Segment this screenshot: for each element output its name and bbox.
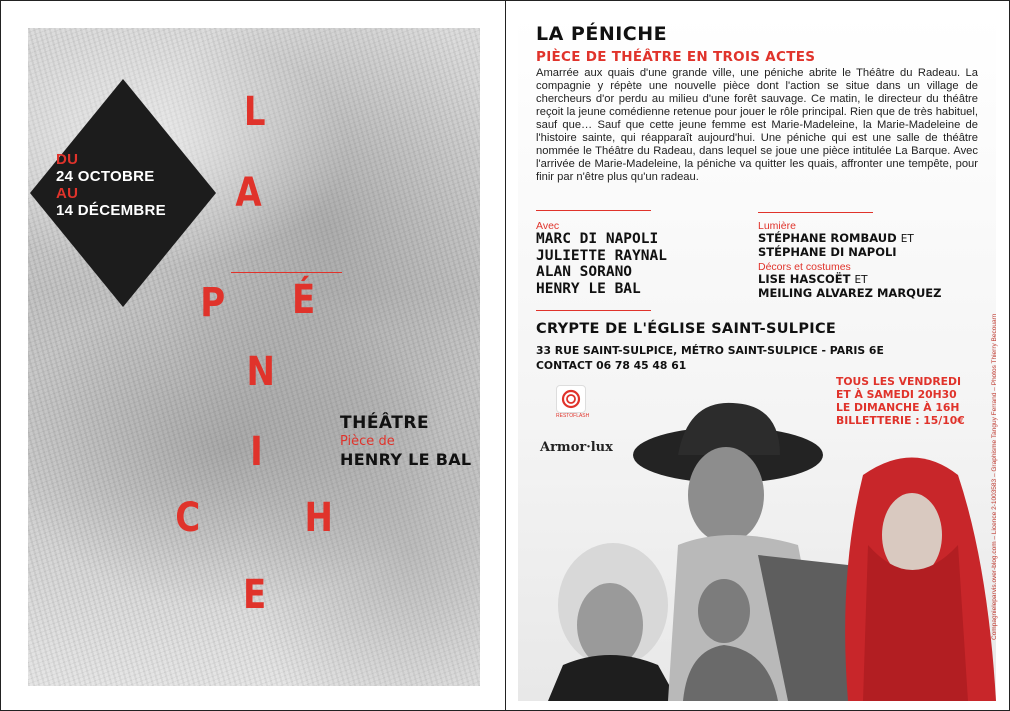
restoflash-icon (556, 385, 586, 413)
page-divider (505, 0, 506, 711)
piece-de-label: Pièce de (340, 434, 395, 449)
lumiere-name: STÉPHANE DI NAPOLI (758, 245, 897, 259)
title-rule (231, 272, 342, 273)
cast-member: MARC DI NAPOLI (536, 231, 659, 247)
date-end: 14 DÉCEMBRE (56, 202, 166, 219)
schedule-line: LE DIMANCHE À 16H (836, 401, 960, 414)
genre-label: THÉÂTRE (340, 413, 430, 433)
decors-name: MEILING ALVAREZ MARQUEZ (758, 286, 942, 300)
cast-list (536, 231, 667, 297)
schedule-line: BILLETTERIE : 15/10€ (836, 414, 965, 427)
avec-label: Avec (536, 220, 560, 232)
restoflash-logo (556, 385, 588, 421)
title-letter-e-acute: É (292, 277, 316, 323)
address-block (536, 343, 884, 373)
poster-title: LA PÉNICHE (536, 23, 668, 45)
theatre-block (340, 413, 471, 469)
title-letter-p: P (200, 280, 226, 326)
author-name: HENRY LE BAL (340, 450, 472, 469)
address-line: 33 RUE SAINT-SULPICE, MÉTRO SAINT-SULPICE - PARIS 6E (536, 344, 884, 357)
title-letter-c: C (175, 495, 201, 541)
cast-member: ALAN SORANO (536, 264, 633, 280)
cast-member: JULIETTE RAYNAL (536, 247, 667, 264)
date-start: 24 OCTOBRE (56, 168, 155, 185)
tuxedo-shape (548, 655, 678, 701)
vertical-credit (981, 200, 998, 640)
synopsis-rule (536, 210, 651, 211)
contact-line: CONTACT 06 78 45 48 61 (536, 359, 687, 372)
venue-name: CRYPTE DE L'ÉGLISE SAINT-SULPICE (536, 321, 837, 337)
decors-label: Décors et costumes (758, 261, 851, 273)
lumiere-label: Lumière (758, 220, 796, 232)
credit-text: Compagnieleparvis.over-blog.com – Licence 2-1003583 – Graphisme Tanguy Ferrand – Photos Thierry Becouarn (991, 313, 998, 640)
face-shape (698, 579, 750, 643)
synopsis-text: Amarrée aux quais d'une grande ville, une péniche abrite le Théâtre du Radeau. La compagnie y répète une nouvelle pièce dont l'action se situe dans un village de chercheurs d'or perdu au milieu d'une forêt sauvage. Ce matin, le directeur du théâtre reçoit la jeune comédienne retenue pour jouer le rôle principal. Rien que de très habituel, sauf que… Sauf que cette jeune femme est Marie-Madeleine, la Marie-Madeleine de l'histoire sainte, qui réapparaît aujourd'hui. Une péniche qui est une salle de théâtre nommée le Théâtre du Radeau, dans lequel se joue une pièce intitulée La Barque. Avec l'arrivée de Marie-Madeleine, la péniche va quitter les quais, affronter une tempête, pour finir par n'être plus qu'un radeau. (536, 67, 978, 183)
venue-rule (536, 310, 651, 311)
title-letter-h: H (304, 495, 333, 541)
restoflash-caption: RESTOFLASH (556, 413, 590, 419)
decors-credits (758, 273, 941, 300)
date-block (56, 151, 166, 219)
right-poster (518, 15, 996, 701)
date-du: DU (56, 151, 79, 168)
title-letter-a: A (235, 170, 262, 216)
decors-name: LISE HASCOËT (758, 272, 851, 286)
lumiere-name: STÉPHANE ROMBAUD (758, 231, 897, 245)
schedule-line: TOUS LES VENDREDI (836, 375, 962, 388)
schedule-line: ET À SAMEDI 20H30 (836, 388, 957, 401)
lumiere-credits (758, 232, 914, 259)
title-letter-n: N (246, 349, 275, 395)
face-shape (688, 447, 764, 543)
armor-lux-logo: Armor·lux (540, 440, 613, 455)
left-poster (28, 28, 480, 686)
poster-subtitle: PIÈCE DE THÉÂTRE EN TROIS ACTES (536, 49, 816, 65)
date-au: AU (56, 185, 79, 202)
title-letter-e: E (243, 572, 267, 618)
title-letter-i: I (250, 429, 263, 475)
restoflash-mark-icon (560, 390, 582, 408)
et-word: ET (900, 233, 914, 245)
crew-rule (758, 212, 873, 213)
cast-member: HENRY LE BAL (536, 280, 641, 297)
et-word: ET (854, 274, 868, 286)
title-letter-l: L (243, 89, 266, 135)
face-shape (577, 583, 643, 667)
